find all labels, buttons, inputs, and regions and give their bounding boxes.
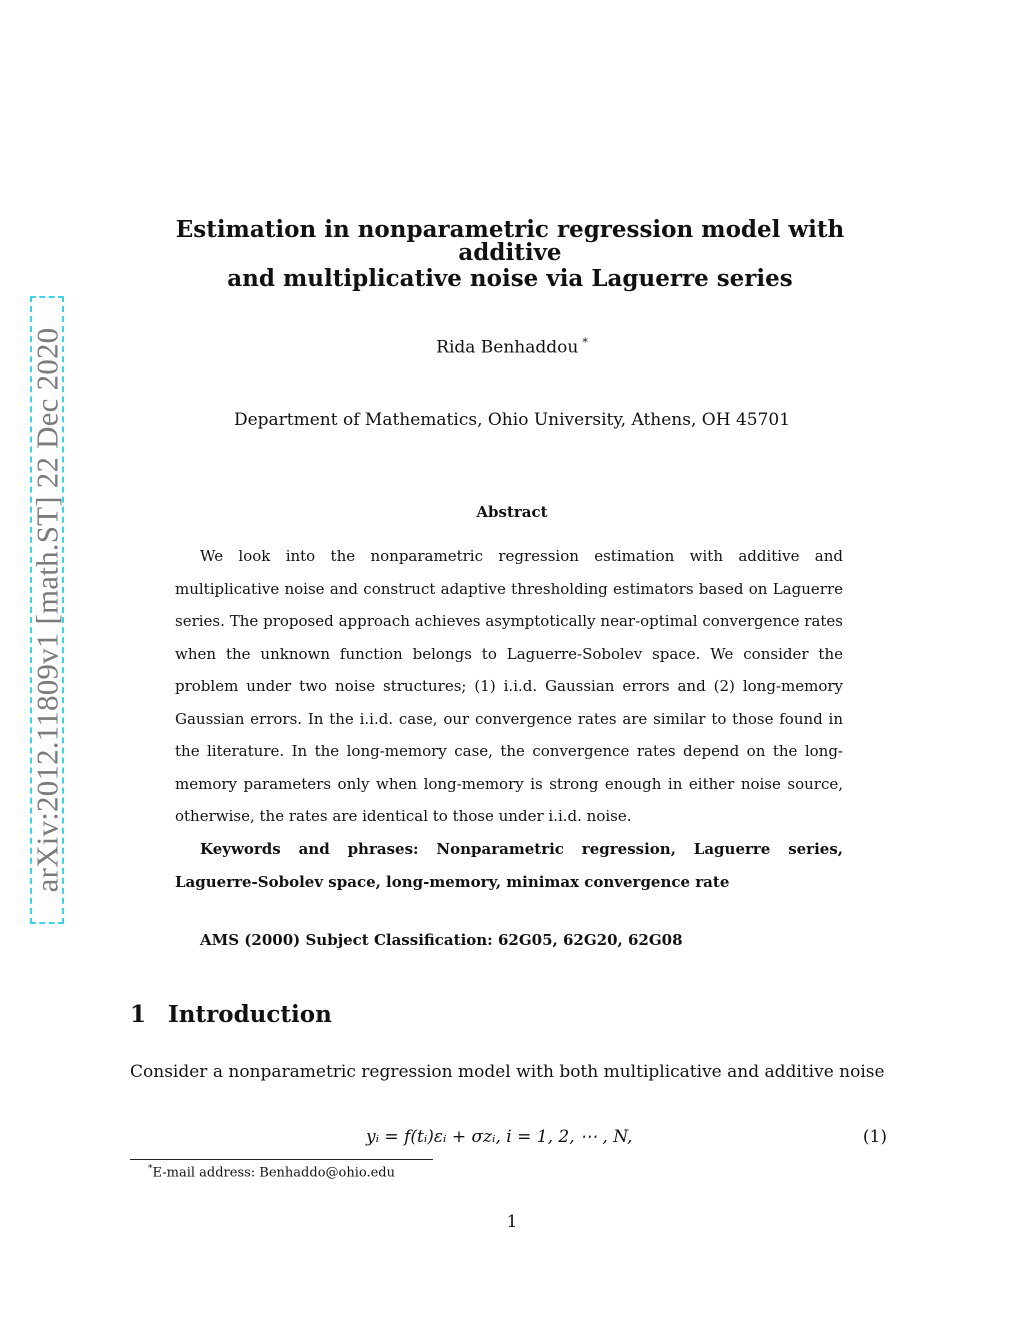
ams-classification: AMS (2000) Subject Classification: 62G05, 62G20, 62G08 <box>200 931 683 949</box>
section-heading <box>130 1001 332 1028</box>
footnote-text: E-mail address: Benhaddo@ohio.edu <box>152 1165 395 1181</box>
abstract-body: We look into the nonparametric regression estimation with additive and multiplicative noise and construct adaptive thresholding estimators based on Laguerre series. The proposed approach achieves asymptotically near-optimal convergence rates when the unknown function belongs to Laguerre-Sobolev space. We consider the problem under two noise structures; (1) i.i.d. Gaussian errors and (2) long-memory Gaussian errors. In the i.i.d. case, our convergence rates are similar to those found in the literature. In the long-memory case, the convergence rates depend on the long-memory parameters only when long-memory is strong enough in either noise source, otherwise, the rates are identical to those under i.i.d. noise. <box>175 547 843 825</box>
page-number: 1 <box>506 1212 518 1232</box>
author-footnote-mark: * <box>582 336 588 349</box>
paper-title-line-1: Estimation in nonparametric regression model with additive <box>175 216 845 266</box>
intro-paragraph: Consider a nonparametric regression model with both multiplicative and additive noise <box>130 1062 885 1082</box>
footnote-rule <box>130 1159 433 1160</box>
keywords: Keywords and phrases: Nonparametric regression, Laguerre series, Laguerre-Sobolev space, long-memory, minimax convergence rate <box>175 840 843 891</box>
arxiv-id: arXiv:2012.11809v1 [math.ST] 22 Dec 2020 <box>29 327 65 893</box>
affiliation: Department of Mathematics, Ohio University, Athens, OH 45701 <box>233 410 791 430</box>
abstract-heading: Abstract <box>476 503 548 521</box>
paper-title-line-2: and multiplicative noise via Laguerre series <box>227 265 793 292</box>
author <box>0 336 1024 358</box>
footnote <box>148 1164 395 1180</box>
footnote-mark: * <box>148 1164 153 1174</box>
equation-number: (1) <box>862 1127 887 1147</box>
author-name: Rida Benhaddou <box>436 337 579 358</box>
section-title: Introduction <box>168 1001 332 1028</box>
section-number: 1 <box>130 1001 147 1028</box>
equation: yᵢ = f(tᵢ)εᵢ + σzᵢ, i = 1, 2, ⋯ , N, <box>366 1127 633 1147</box>
arxiv-stamp <box>30 296 64 924</box>
